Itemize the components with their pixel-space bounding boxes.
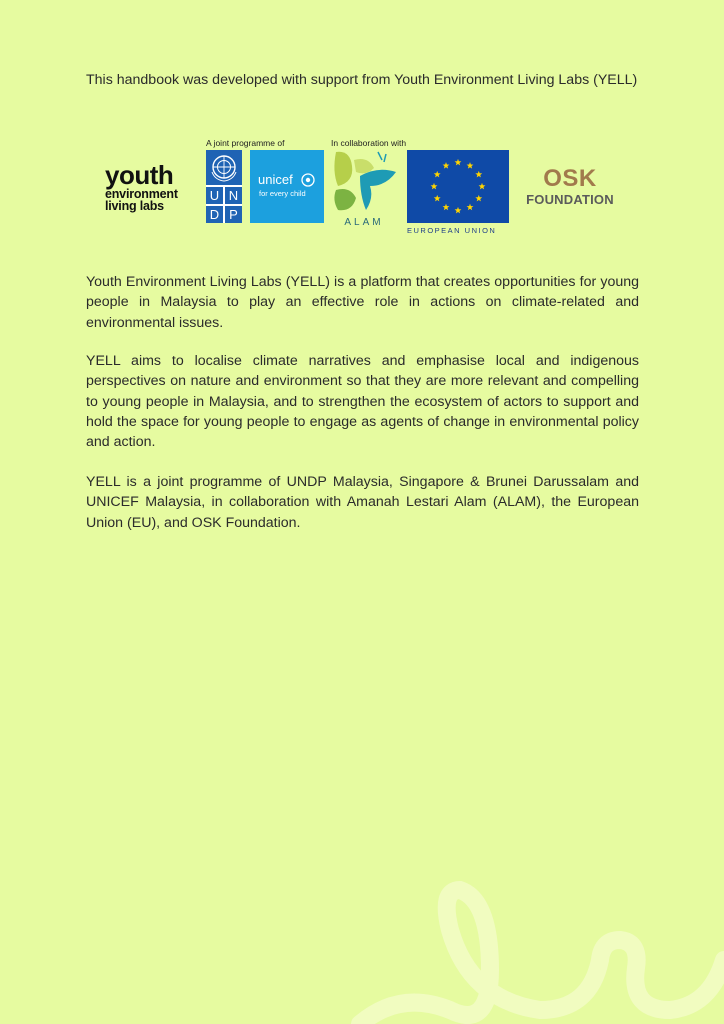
undp-letter-p: P xyxy=(229,207,238,222)
eu-star xyxy=(467,204,474,211)
yell-logo-word: youth xyxy=(105,160,174,190)
collaboration-caption: In collaboration with xyxy=(331,138,407,148)
osk-foundation-word: FOUNDATION xyxy=(526,192,614,207)
eu-star xyxy=(455,159,462,166)
yell-logo xyxy=(105,162,200,212)
eu-flag xyxy=(407,150,509,223)
support-statement: This handbook was developed with support from Youth Environment Living Labs (YELL) xyxy=(86,72,638,88)
yell-logo-line2: environment xyxy=(105,187,178,201)
yell-logo-line3: living labs xyxy=(105,199,164,213)
eu-star xyxy=(434,195,441,202)
undp-letter-n: N xyxy=(228,188,239,203)
paragraph-partners: YELL is a joint programme of UNDP Malaysia, Singapore & Brunei Darussalam and UNICEF Malaysia, in collaboration with Amanah Lestari Alam (ALAM), the European Union (EU), and OSK Foundation. xyxy=(86,474,639,531)
osk-name: OSK xyxy=(543,165,597,192)
paragraph-aims: YELL aims to localise climate narratives and emphasise local and indigenous perspectives on nature and environment so that they are more relevant and compelling to young people in Malaysia, and to strengthen the ecosystem of actors to support and hold the space for young people to engage as agents of change in environmental policy and action. xyxy=(86,353,639,451)
eu-star xyxy=(479,183,486,190)
unicef-logo xyxy=(250,150,324,223)
undp-letter-u: U xyxy=(209,188,220,203)
unicef-name: unicef xyxy=(258,172,293,187)
joint-programme-caption: A joint programme of xyxy=(206,138,285,148)
paragraph-about: Youth Environment Living Labs (YELL) is a platform that creates opportunities for young people in Malaysia to play an effective role in actions on climate-related and environmental issues. xyxy=(86,274,639,331)
eu-star xyxy=(434,171,441,178)
eu-star xyxy=(443,204,450,211)
eu-star xyxy=(467,162,474,169)
eu-star xyxy=(431,183,438,190)
eu-label: EUROPEAN UNION xyxy=(407,226,497,235)
eu-star xyxy=(455,207,462,214)
eu-star xyxy=(475,171,482,178)
alam-label: ALAM xyxy=(344,217,384,228)
eu-star xyxy=(475,195,482,202)
undp-letter-d: D xyxy=(209,207,220,222)
osk-foundation-logo xyxy=(515,167,625,206)
alam-logo xyxy=(330,146,402,228)
undp-logo xyxy=(206,150,242,223)
eu-star xyxy=(443,162,450,169)
eu-stars-icon xyxy=(407,150,509,223)
unicef-tagline: for every child xyxy=(259,189,306,198)
decorative-swirl xyxy=(340,860,724,1024)
